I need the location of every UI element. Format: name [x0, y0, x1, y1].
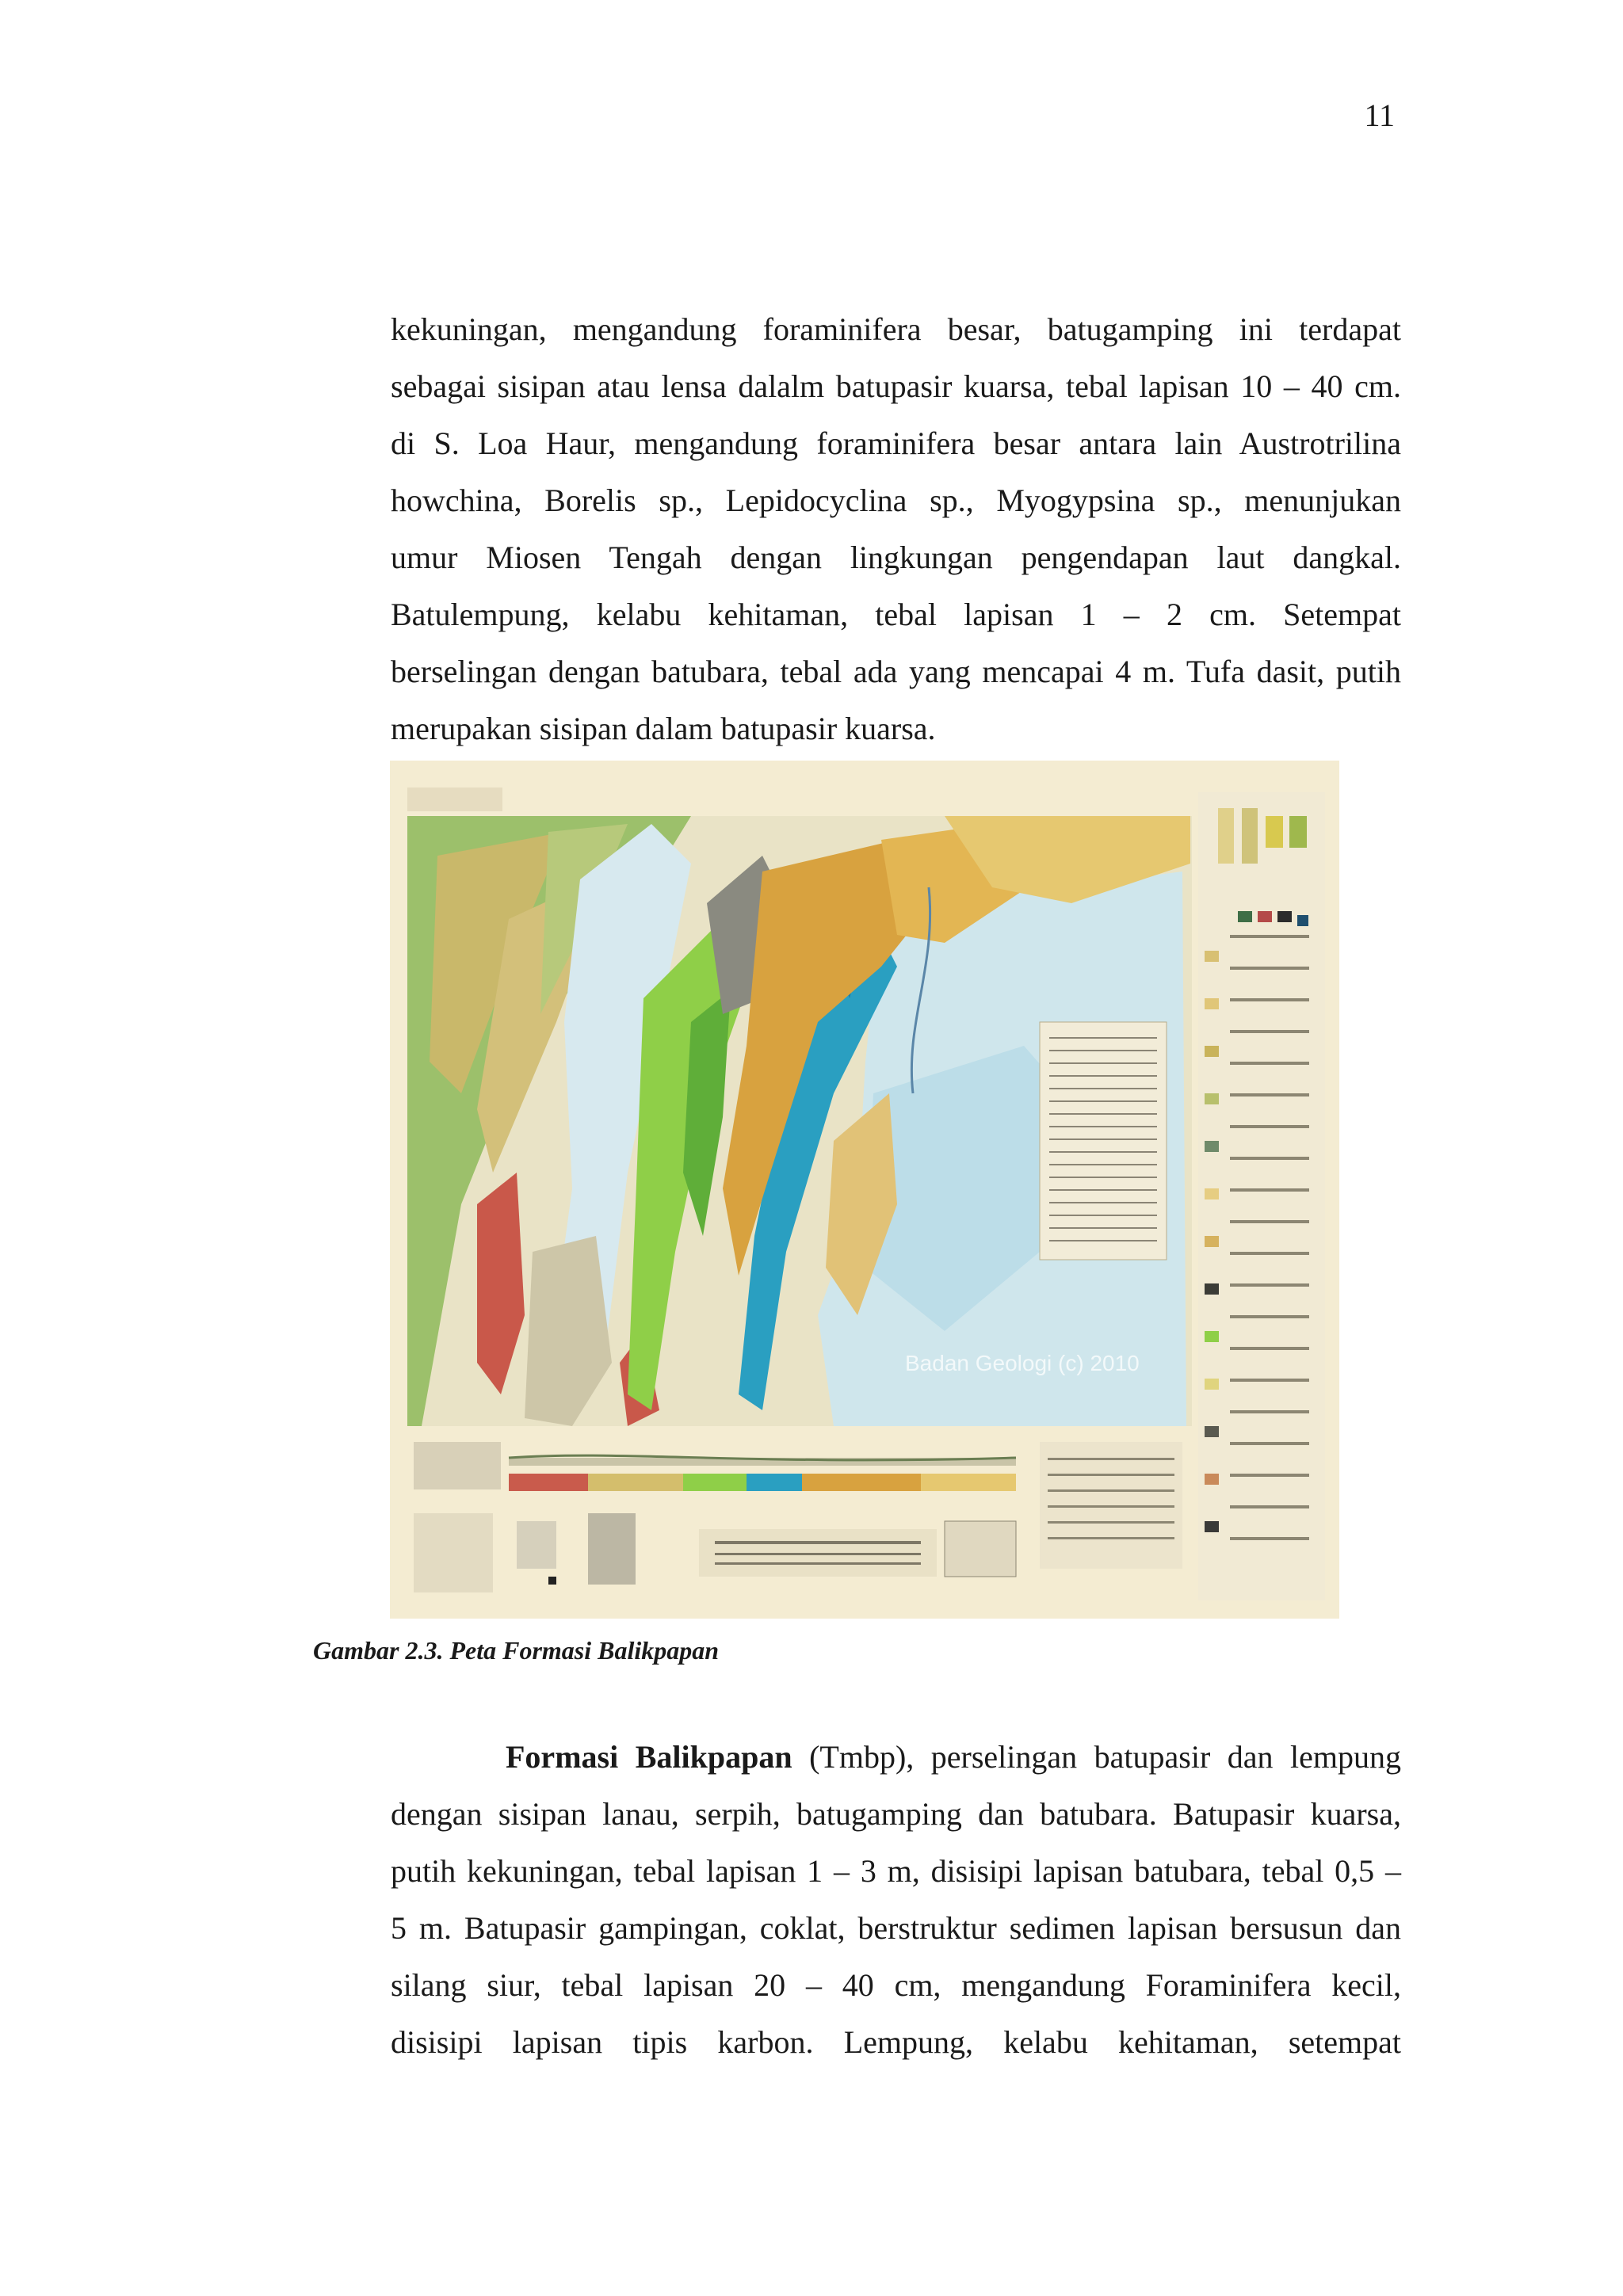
text-line: kekuningan, mengandung foraminifera besar, batugamping ini terdapat — [391, 311, 1401, 347]
text-line: sebagai sisipan atau lensa dalalm batupasir kuarsa, tebal lapisan 10 – 40 cm. — [391, 368, 1401, 404]
text-line: Batulempung, kelabu kehitaman, tebal lapisan 1 – 2 cm. Setempat — [391, 597, 1401, 632]
text-line: disisipi lapisan tipis karbon. Lempung, kelabu kehitaman, setempat — [391, 2024, 1401, 2060]
page-number: 11 — [1364, 97, 1395, 133]
map-legend — [1198, 792, 1325, 1600]
text-line: berselingan dengan batubara, tebal ada yang mencapai 4 m. Tufa dasit, putih — [391, 654, 1401, 689]
paragraph-top — [391, 301, 1401, 757]
text-line: howchina, Borelis sp., Lepidocyclina sp., Myogypsina sp., menunjukan — [391, 482, 1401, 518]
text-line — [391, 1729, 1401, 1786]
geologic-map-figure — [390, 761, 1339, 1619]
figure-caption: Gambar 2.3. Peta Formasi Balikpapan — [313, 1636, 720, 1665]
text-fragment: (Tmbp), perselingan batupasir dan lempung — [792, 1739, 1401, 1775]
formation-name: Formasi Balikpapan — [506, 1739, 792, 1775]
map-area — [407, 816, 1192, 1426]
text-line: dengan sisipan lanau, serpih, batugamping dan batubara. Batupasir kuarsa, — [391, 1796, 1401, 1832]
map-watermark: Badan Geologi (c) 2010 — [905, 1351, 1140, 1375]
text-line: di S. Loa Haur, mengandung foraminifera besar antara lain Austrotrilina — [391, 425, 1401, 461]
text-line: putih kekuningan, tebal lapisan 1 – 3 m, disisipi lapisan batubara, tebal 0,5 – — [391, 1853, 1401, 1889]
geologic-map-image — [390, 761, 1339, 1619]
text-line: umur Miosen Tengah dengan lingkungan pengendapan laut dangkal. — [391, 540, 1401, 575]
text-line: 5 m. Batupasir gampingan, coklat, berstruktur sedimen lapisan bersusun dan — [391, 1910, 1401, 1946]
text-line: silang siur, tebal lapisan 20 – 40 cm, mengandung Foraminifera kecil, — [391, 1967, 1401, 2003]
text-line: merupakan sisipan dalam batupasir kuarsa. — [391, 711, 936, 746]
paragraph-bottom — [391, 1729, 1401, 2071]
